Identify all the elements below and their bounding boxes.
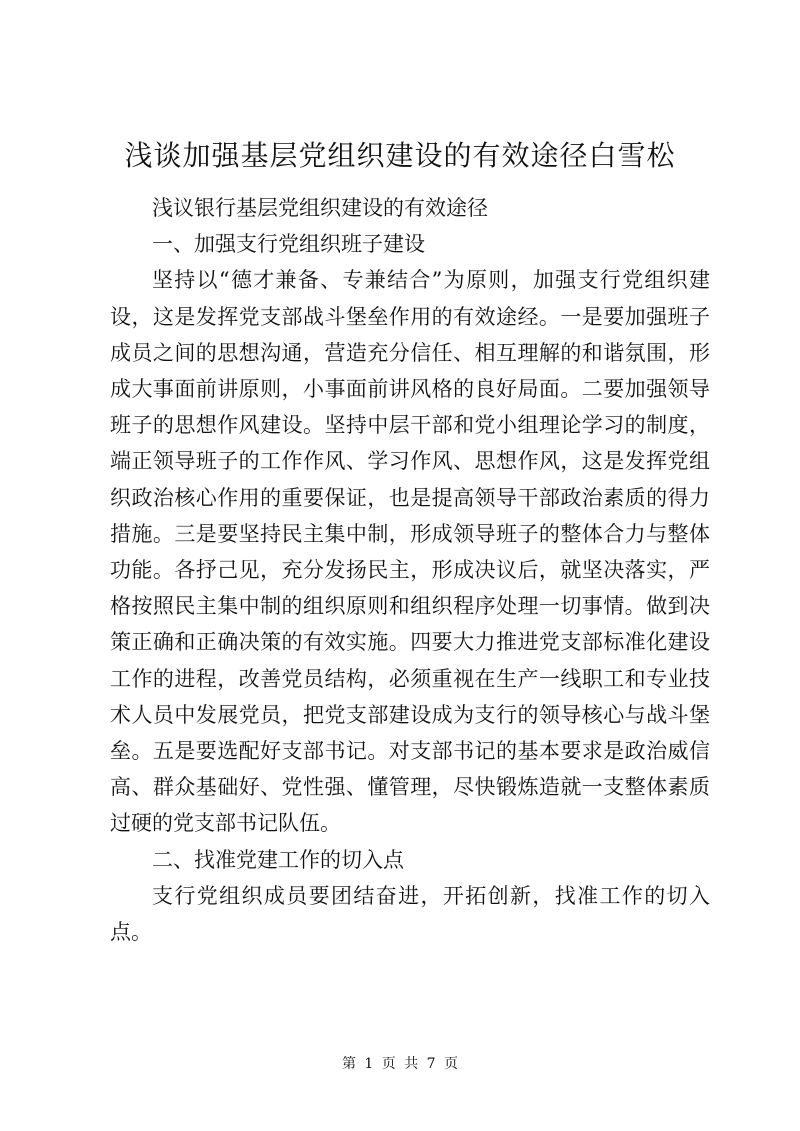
subtitle-paragraph: 浅议银行基层党组织建设的有效途径	[152, 196, 488, 220]
section-heading-1: 一、加强支行党组织班子建设	[152, 232, 425, 257]
page-number-footer: 第 1 页 共 7 页	[341, 1056, 459, 1072]
body-paragraph: 坚持以“德才兼备、专兼结合”为原则，加强支行党组织建设，这是发挥党支部战斗堡垒作用的有效途经。一是要加强班子成员之间的思想沟通，营造充分信任、相互理解的和谐氛围，形成大事面前讲原则，小事面前讲风格的良好局面。二要加强领导班子的思想作风建设。坚持中层干部和党小组理论学习的制度，端正领导班子的工作作风、学习作风、思想作风，这是发挥党组织政治核心作用的重要保证，也是提高领导干部政治素质的得力措施。三是要坚持民主集中制，形成领导班子的整体合力与整体功能。各抒己见，充分发扬民主，形成决议后，就坚决落实，严格按照民主集中制的组织原则和组织程序处理一切事情。做到决策正确和正确决策的有效实施。四要大力推进党支部标准化建设工作的进程，改善党员结构，必须重视在生产一线职工和专业技术人员中发展党员，把党支部建设成为支行的领导核心与战斗堡垒。五是要选配好支部书记。对支部书记的基本要求是政治威信高、群众基础好、党性强、懂管理，尽快锻炼造就一支整体素质过硬的党支部书记队伍。	[110, 268, 710, 836]
document-body	[110, 190, 710, 950]
section-heading-2: 二、找准党建工作的切入点	[152, 847, 404, 872]
document-title: 浅谈加强基层党组织建设的有效途径白雪松	[124, 139, 676, 172]
body-paragraph: 支行党组织成员要团结奋进，开拓创新，找准工作的切入点。	[110, 883, 710, 945]
